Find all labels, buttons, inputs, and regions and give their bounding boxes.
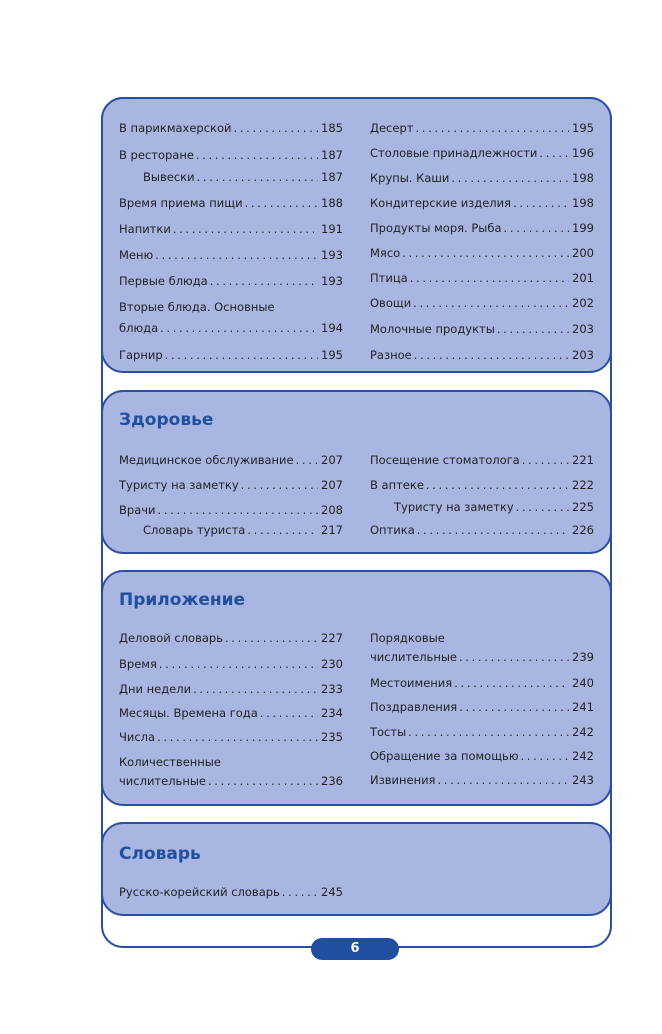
toc-entry[interactable]: Мясо . . . 200 [370,246,594,260]
toc-subentry[interactable]: Словарь туриста . . . 217 [119,523,343,537]
toc-entry[interactable]: Обращение за помощью . . . 242 [370,749,594,763]
toc-subentry[interactable]: Вывески . . . 187 [119,170,343,184]
toc-entry[interactable]: Напитки . . . 191 [119,222,343,236]
section-heading-appendix: Приложение [119,590,246,610]
toc-entry[interactable]: Порядковые числительные . . . 239 [370,631,594,664]
toc-entry[interactable]: Птица . . . 201 [370,271,594,285]
toc-entry[interactable]: Первые блюда . . . 193 [119,274,343,288]
toc-entry-line1: Вторые блюда. Основные [119,300,275,314]
toc-entry[interactable]: Молочные продукты . . . 203 [370,322,594,336]
toc-entry[interactable]: Тосты . . . 242 [370,725,594,739]
toc-entry[interactable]: Разное . . . 203 [370,348,594,362]
section-heading-health: Здоровье [119,410,214,430]
toc-entry[interactable]: Местоимения . . . 240 [370,676,594,690]
toc-entry-line1: Порядковые [370,631,445,645]
toc-entry[interactable]: Врачи . . . 208 [119,503,343,517]
toc-entry[interactable]: Время приема пищи . . . 188 [119,196,343,210]
toc-entry[interactable]: Оптика . . . 226 [370,523,594,537]
section-restaurant [101,97,612,373]
toc-entry[interactable]: Деловой словарь . . . 227 [119,631,343,645]
toc-entry[interactable]: Десерт . . . 195 [370,121,594,135]
toc-entry[interactable]: Вторые блюда. Основные блюда . . . 194 [119,300,343,335]
toc-entry[interactable]: Меню . . . 193 [119,248,343,262]
section-health [101,390,612,554]
toc-entry[interactable]: Туристу на заметку . . . 207 [119,478,343,492]
section-appendix [101,570,612,806]
toc-entry[interactable]: Овощи . . . 202 [370,296,594,310]
toc-entry[interactable]: В аптеке . . . 222 [370,478,594,492]
toc-entry[interactable]: Медицинское обслуживание . . . 207 [119,453,343,467]
toc-entry[interactable]: Числа . . . 235 [119,730,343,744]
toc-entry[interactable]: Столовые принадлежности . . . 196 [370,146,594,160]
toc-entry[interactable]: В ресторане . . . 187 [119,148,343,162]
section-dictionary [101,822,612,916]
toc-entry[interactable]: Дни недели . . . 233 [119,682,343,696]
page-number-badge: 6 [311,938,399,960]
toc-entry[interactable]: В парикмахерской . . . 185 [119,121,343,135]
section-heading-dictionary: Словарь [119,844,201,864]
toc-entry[interactable]: Русско-корейский словарь . . . 245 [119,885,343,899]
toc-entry[interactable]: Крупы. Каши . . . 198 [370,171,594,185]
toc-entry[interactable]: Кондитерские изделия . . . 198 [370,196,594,210]
toc-entry[interactable]: Продукты моря. Рыба . . . 199 [370,221,594,235]
toc-entry-line1: Количественные [119,755,221,769]
toc-entry[interactable]: Гарнир . . . 195 [119,348,343,362]
toc-subentry[interactable]: Туристу на заметку . . . 225 [370,500,594,514]
toc-entry[interactable]: Поздравления . . . 241 [370,700,594,714]
toc-entry[interactable]: Время . . . 230 [119,657,343,671]
toc-entry[interactable]: Месяцы. Времена года . . . 234 [119,706,343,720]
toc-entry[interactable]: Количественные числительные . . . 236 [119,755,343,788]
toc-entry[interactable]: Посещение стоматолога . . . 221 [370,453,594,467]
toc-entry[interactable]: Извинения . . . 243 [370,773,594,787]
